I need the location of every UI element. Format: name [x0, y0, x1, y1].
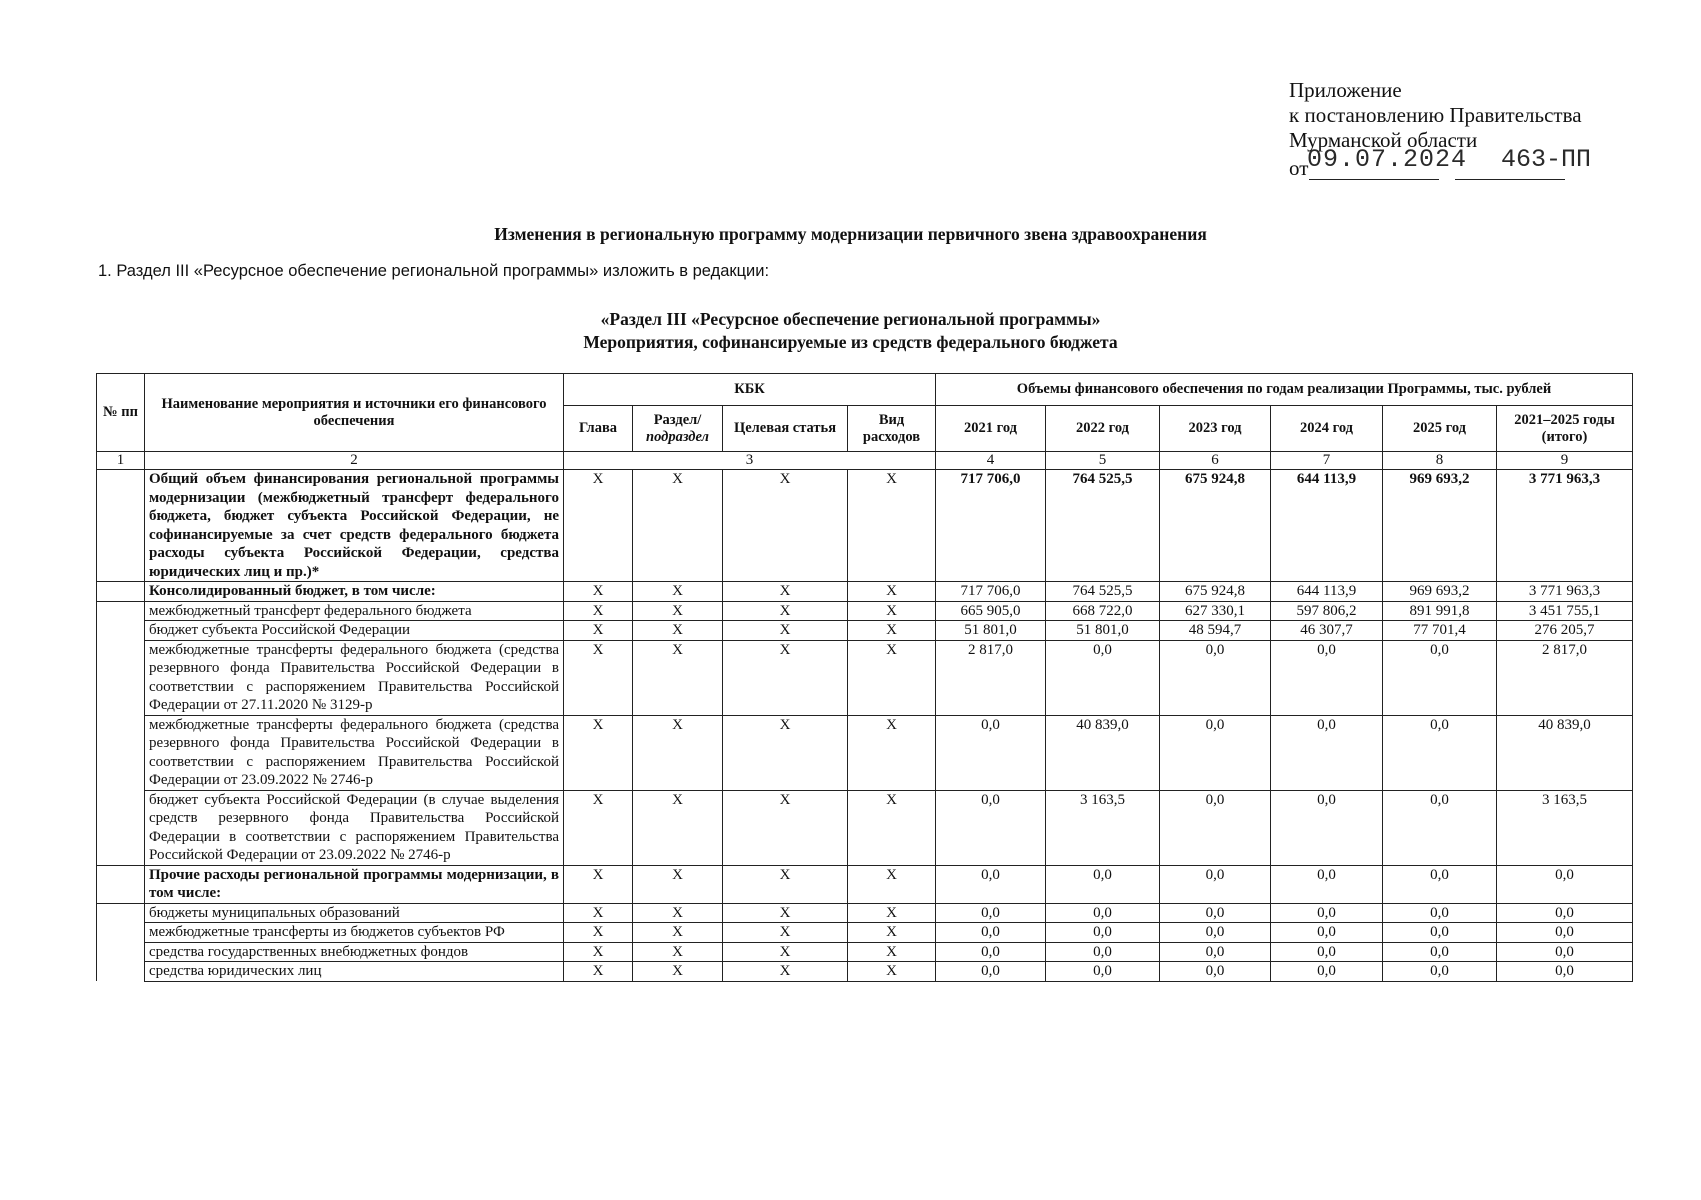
value-cell: 665 905,0	[936, 601, 1046, 621]
value-cell: 597 806,2	[1271, 601, 1383, 621]
kbk-cell: Х	[564, 601, 633, 621]
kbk-cell: Х	[633, 923, 723, 943]
kbk-cell: Х	[848, 923, 936, 943]
kbk-cell: Х	[564, 790, 633, 865]
table-row	[97, 715, 1633, 790]
row-number-cell	[97, 470, 145, 582]
value-cell: 0,0	[936, 715, 1046, 790]
value-cell: 0,0	[1160, 962, 1271, 982]
kbk-cell: Х	[848, 582, 936, 602]
table-row	[97, 790, 1633, 865]
row-number-cell	[97, 790, 145, 865]
value-cell: 969 693,2	[1383, 582, 1497, 602]
row-name: бюджет субъекта Российской Федерации (в случае выделения средств резервного фонда Правительства Российской Федерации в соответствии с распоряжением Правительства Российской Федерации от 23.09.2022 № 2746-р	[145, 790, 564, 865]
ot-label: от	[1289, 156, 1309, 180]
table-row	[97, 640, 1633, 715]
kbk-cell: Х	[564, 962, 633, 982]
kbk-cell: Х	[564, 582, 633, 602]
appendix-header	[1289, 78, 1669, 183]
header-2021: 2021 год	[936, 406, 1046, 452]
kbk-cell: Х	[723, 582, 848, 602]
header-total: 2021–2025 годы (итого)	[1497, 406, 1633, 452]
header-2023: 2023 год	[1160, 406, 1271, 452]
kbk-cell: Х	[848, 962, 936, 982]
col-num: 7	[1271, 452, 1383, 470]
value-cell: 0,0	[1160, 640, 1271, 715]
value-cell: 0,0	[1160, 903, 1271, 923]
row-number-cell	[97, 903, 145, 923]
kbk-cell: Х	[848, 601, 936, 621]
value-cell: 0,0	[1271, 962, 1383, 982]
table-row	[97, 470, 1633, 582]
col-num: 6	[1160, 452, 1271, 470]
section-title	[0, 308, 1701, 354]
col-num: 3	[564, 452, 936, 470]
value-cell: 764 525,5	[1046, 470, 1160, 582]
value-cell: 0,0	[1383, 903, 1497, 923]
value-cell: 0,0	[1383, 715, 1497, 790]
value-cell: 0,0	[936, 865, 1046, 903]
value-cell: 0,0	[936, 962, 1046, 982]
value-cell: 0,0	[1383, 790, 1497, 865]
value-cell: 764 525,5	[1046, 582, 1160, 602]
value-cell: 717 706,0	[936, 470, 1046, 582]
appendix-line-1: Приложение	[1289, 78, 1402, 102]
table-row	[97, 582, 1633, 602]
kbk-cell: Х	[848, 942, 936, 962]
value-cell: 48 594,7	[1160, 621, 1271, 641]
kbk-cell: Х	[723, 903, 848, 923]
value-cell: 0,0	[1383, 640, 1497, 715]
kbk-cell: Х	[633, 601, 723, 621]
row-number-cell	[97, 601, 145, 621]
value-cell: 0,0	[1271, 903, 1383, 923]
value-cell: 0,0	[1271, 640, 1383, 715]
resolution-number: 463-ПП	[1501, 145, 1592, 174]
kbk-cell: Х	[633, 715, 723, 790]
value-cell: 0,0	[1271, 865, 1383, 903]
value-cell: 40 839,0	[1046, 715, 1160, 790]
value-cell: 717 706,0	[936, 582, 1046, 602]
value-cell: 3 771 963,3	[1497, 582, 1633, 602]
value-cell: 2 817,0	[1497, 640, 1633, 715]
value-cell: 0,0	[1271, 715, 1383, 790]
row-name: межбюджетные трансферты федерального бюджета (средства резервного фонда Правительства Российской Федерации в соответствии с распоряжением Правительства Российской Федерации от 23.09.2022 № 2746-р	[145, 715, 564, 790]
kbk-cell: Х	[564, 903, 633, 923]
value-cell: 0,0	[1383, 962, 1497, 982]
kbk-cell: Х	[848, 621, 936, 641]
kbk-cell: Х	[633, 903, 723, 923]
col-num: 4	[936, 452, 1046, 470]
table-body	[97, 470, 1633, 982]
table-row	[97, 962, 1633, 982]
kbk-cell: Х	[564, 923, 633, 943]
kbk-cell: Х	[848, 715, 936, 790]
kbk-cell: Х	[564, 470, 633, 582]
row-name: бюджет субъекта Российской Федерации	[145, 621, 564, 641]
header-razdel	[633, 406, 723, 452]
kbk-cell: Х	[723, 601, 848, 621]
value-cell: 0,0	[936, 942, 1046, 962]
row-name: межбюджетный трансферт федерального бюджета	[145, 601, 564, 621]
row-number-cell	[97, 942, 145, 962]
row-name: средства юридических лиц	[145, 962, 564, 982]
value-cell: 0,0	[1046, 962, 1160, 982]
row-name: Общий объем финансирования региональной программы модернизации (межбюджетный трансферт федерального бюджета, бюджет субъекта Российской Федерации, не софинансируемые за счет средств федерального бюджета расходы субъекта Российской Федерации, средства юридических лиц и пр.)*	[145, 470, 564, 582]
item-1-text: 1. Раздел III «Ресурсное обеспечение региональной программы» изложить в редакции:	[98, 262, 770, 280]
resolution-date-number	[1289, 145, 1669, 183]
header-vid: Вид расходов	[848, 406, 936, 452]
header-kbk: КБК	[564, 374, 936, 406]
date-underline	[1309, 179, 1439, 180]
header-2025: 2025 год	[1383, 406, 1497, 452]
value-cell: 0,0	[1160, 865, 1271, 903]
table-row	[97, 923, 1633, 943]
value-cell: 675 924,8	[1160, 582, 1271, 602]
header-glava: Глава	[564, 406, 633, 452]
value-cell: 668 722,0	[1046, 601, 1160, 621]
financing-table	[96, 373, 1633, 982]
header-name: Наименование мероприятия и источники его финансового обеспечения	[145, 374, 564, 452]
value-cell: 0,0	[936, 903, 1046, 923]
row-name: межбюджетные трансферты из бюджетов субъектов РФ	[145, 923, 564, 943]
header-2022: 2022 год	[1046, 406, 1160, 452]
kbk-cell: Х	[633, 865, 723, 903]
value-cell: 3 163,5	[1046, 790, 1160, 865]
row-name: Консолидированный бюджет, в том числе:	[145, 582, 564, 602]
kbk-cell: Х	[848, 640, 936, 715]
value-cell: 0,0	[1046, 903, 1160, 923]
kbk-cell: Х	[723, 962, 848, 982]
kbk-cell: Х	[848, 865, 936, 903]
kbk-cell: Х	[633, 942, 723, 962]
value-cell: 0,0	[1497, 903, 1633, 923]
value-cell: 969 693,2	[1383, 470, 1497, 582]
value-cell: 0,0	[1160, 942, 1271, 962]
value-cell: 891 991,8	[1383, 601, 1497, 621]
value-cell: 51 801,0	[936, 621, 1046, 641]
value-cell: 0,0	[1046, 923, 1160, 943]
kbk-cell: Х	[564, 715, 633, 790]
value-cell: 644 113,9	[1271, 582, 1383, 602]
value-cell: 51 801,0	[1046, 621, 1160, 641]
kbk-cell: Х	[723, 621, 848, 641]
value-cell: 3 451 755,1	[1497, 601, 1633, 621]
value-cell: 644 113,9	[1271, 470, 1383, 582]
kbk-cell: Х	[633, 790, 723, 865]
kbk-cell: Х	[723, 942, 848, 962]
col-num: 9	[1497, 452, 1633, 470]
kbk-cell: Х	[723, 790, 848, 865]
value-cell: 627 330,1	[1160, 601, 1271, 621]
value-cell: 675 924,8	[1160, 470, 1271, 582]
appendix-line-3: Мурманской области	[1289, 128, 1478, 152]
kbk-cell: Х	[633, 470, 723, 582]
value-cell: 40 839,0	[1497, 715, 1633, 790]
kbk-cell: Х	[633, 621, 723, 641]
value-cell: 0,0	[936, 923, 1046, 943]
appendix-line-2: к постановлению Правительства	[1289, 103, 1582, 127]
kbk-cell: Х	[723, 470, 848, 582]
value-cell: 0,0	[1271, 923, 1383, 943]
row-name: межбюджетные трансферты федерального бюджета (средства резервного фонда Правительства Российской Федерации в соответствии с распоряжением Правительства Российской Федерации от 27.11.2020 № 3129-р	[145, 640, 564, 715]
value-cell: 0,0	[1160, 715, 1271, 790]
kbk-cell: Х	[633, 640, 723, 715]
kbk-cell: Х	[723, 715, 848, 790]
value-cell: 0,0	[1497, 962, 1633, 982]
value-cell: 0,0	[1046, 640, 1160, 715]
row-name: бюджеты муниципальных образований	[145, 903, 564, 923]
table-row	[97, 903, 1633, 923]
kbk-cell: Х	[848, 470, 936, 582]
value-cell: 0,0	[1271, 790, 1383, 865]
kbk-cell: Х	[633, 582, 723, 602]
header-razdel-a: Раздел/	[653, 411, 702, 428]
value-cell: 0,0	[1383, 865, 1497, 903]
number-underline	[1455, 179, 1565, 180]
kbk-cell: Х	[848, 790, 936, 865]
value-cell: 3 163,5	[1497, 790, 1633, 865]
header-celevaya: Целевая статья	[723, 406, 848, 452]
col-num: 2	[145, 452, 564, 470]
col-num: 8	[1383, 452, 1497, 470]
col-num: 1	[97, 452, 145, 470]
value-cell: 77 701,4	[1383, 621, 1497, 641]
row-number-cell	[97, 640, 145, 715]
row-number-cell	[97, 621, 145, 641]
row-number-cell	[97, 962, 145, 982]
value-cell: 46 307,7	[1271, 621, 1383, 641]
value-cell: 0,0	[1271, 942, 1383, 962]
value-cell: 0,0	[1160, 923, 1271, 943]
column-number-row	[97, 452, 1633, 470]
kbk-cell: Х	[723, 923, 848, 943]
kbk-cell: Х	[723, 865, 848, 903]
value-cell: 0,0	[1497, 865, 1633, 903]
value-cell: 0,0	[1046, 865, 1160, 903]
row-name: Прочие расходы региональной программы модернизации, в том числе:	[145, 865, 564, 903]
value-cell: 0,0	[1497, 942, 1633, 962]
kbk-cell: Х	[564, 865, 633, 903]
header-volumes: Объемы финансового обеспечения по годам реализации Программы, тыс. рублей	[936, 374, 1633, 406]
row-name: средства государственных внебюджетных фондов	[145, 942, 564, 962]
value-cell: 0,0	[1160, 790, 1271, 865]
header-razdel-b: подраздел	[646, 428, 709, 445]
table-row	[97, 621, 1633, 641]
kbk-cell: Х	[564, 942, 633, 962]
kbk-cell: Х	[633, 962, 723, 982]
header-2024: 2024 год	[1271, 406, 1383, 452]
kbk-cell: Х	[848, 903, 936, 923]
table-row	[97, 865, 1633, 903]
document-title: Изменения в региональную программу модернизации первичного звена здравоохранения	[494, 224, 1207, 244]
row-number-cell	[97, 923, 145, 943]
header-no: № пп	[97, 374, 145, 452]
row-number-cell	[97, 865, 145, 903]
row-number-cell	[97, 715, 145, 790]
value-cell: 0,0	[1383, 942, 1497, 962]
value-cell: 0,0	[1497, 923, 1633, 943]
kbk-cell: Х	[564, 621, 633, 641]
row-number-cell	[97, 582, 145, 602]
resolution-date: 09.07.2024	[1307, 145, 1468, 174]
value-cell: 0,0	[1383, 923, 1497, 943]
table-row	[97, 942, 1633, 962]
table-row	[97, 601, 1633, 621]
col-num: 5	[1046, 452, 1160, 470]
section-title-line-2: Мероприятия, софинансируемые из средств федерального бюджета	[583, 332, 1118, 352]
value-cell: 276 205,7	[1497, 621, 1633, 641]
section-title-line-1: «Раздел III «Ресурсное обеспечение региональной программы»	[600, 309, 1101, 329]
kbk-cell: Х	[564, 640, 633, 715]
value-cell: 0,0	[936, 790, 1046, 865]
value-cell: 3 771 963,3	[1497, 470, 1633, 582]
value-cell: 2 817,0	[936, 640, 1046, 715]
value-cell: 0,0	[1046, 942, 1160, 962]
kbk-cell: Х	[723, 640, 848, 715]
